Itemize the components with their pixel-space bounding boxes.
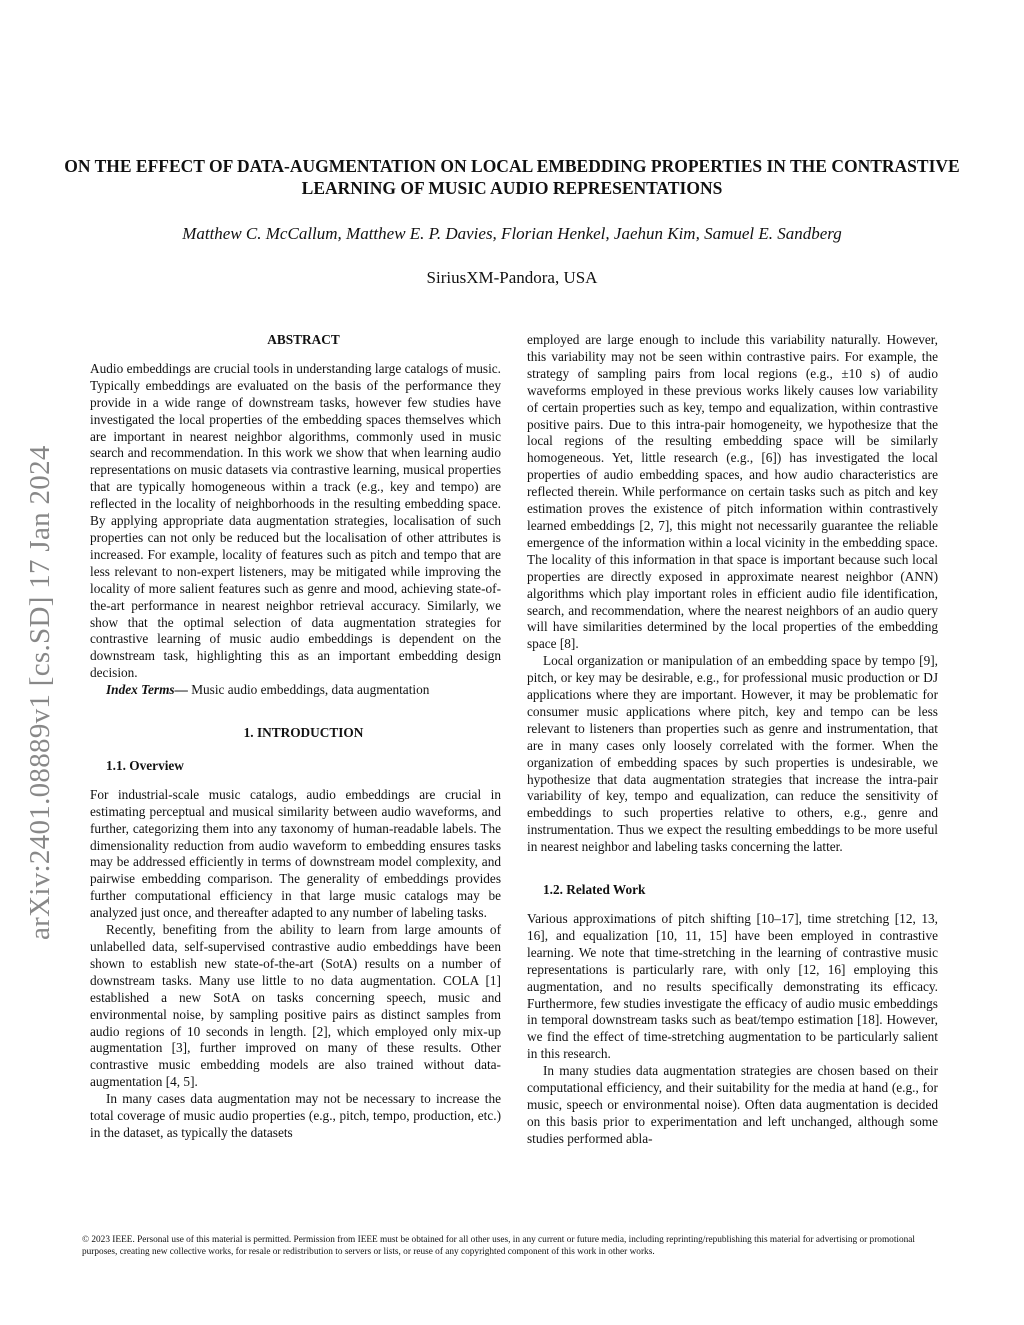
related-work-heading: 1.2. Related Work [543,882,646,898]
right-column [527,332,938,1148]
intro-paragraph-1: For industrial-scale music catalogs, audio embeddings are crucial in estimating perceptual and musical similarity between audio waveforms, and further, categorizing them into any taxonomy of human-readable labels. The dimensionality reduction from audio waveform to embedding ensures tasks may be addressed efficiently in terms of downstream model complexity, and pairwise embedding comparison. The generality of embeddings provides further computational efficiency in that large music catalogs may be analyzed just once, and thereafter adapted to any number of labeling tasks. [90,786,501,921]
introduction-heading: 1. INTRODUCTION [243,725,364,741]
left-column [90,332,501,1142]
abstract-heading: ABSTRACT [267,332,340,347]
related-paragraph-2: In many studies data augmentation strategies are chosen based on their computational efficiency, and their suitability for the media at hand (e.g., for music, speech or environmental noise). Often data augmentation is decided on this basis prior to experimentation and left unchanged, although some studies performed abla- [527,1063,938,1146]
intro-paragraph-3-start: In many cases data augmentation may not be necessary to increase the total coverage of music audio properties (e.g., pitch, tempo, production, etc.) in the dataset, as typically the datasets [90,1091,501,1140]
intro-paragraph-3-cont: employed are large enough to include this variability naturally. However, this variability may not be seen within contrastive pairs. For example, the strategy of sampling pairs from local regions (e.g., ±10 s) of audio waveforms employed in these previous works likely causes low variability of certain properties such as key, tempo and equalization, within contrastive positive pairs. Due to this intra-pair homogeneity, we hypothesize that the local regions of the resulting embedding space will be similarly homogeneous. Yet, little research (e.g., [6]) has investigated the local properties of audio embedding spaces, and how audio characteristics are reflected therein. While performance on certain tasks such as pitch and key estimation proves the existence of pitch information within contrastively learned embeddings [2, 7], this might not necessarily guarantee the reliable emergence of the information within a local vicinity in the embedding space. The locality of this information in that space is important because such local properties are directly exposed in approximate nearest neighbor (ANN) algorithms which play important roles in efficient audio file identification, search, and recommendation, where the nearest neighbors of an audio query will have similarities determined by the local properties of the embedding space [8]. [527,332,938,652]
abstract-text: Audio embeddings are crucial tools in understanding large catalogs of music. Typically embeddings are evaluated on the basis of the performance they provide in a wide range of downstream tasks, however few studies have investigated the local properties of the embedding spaces themselves which are important in nearest neighbor algorithms, commonly used in music search and recommendation. In this work we show that when learning audio representations on music datasets via contrastive learning, musical properties that are typically homogeneous within a track (e.g., key and tempo) are reflected in the locality of neighborhoods in the resulting embedding space. By applying appropriate data augmentation strategies, localisation of such properties can not only be reduced but the localisation of other attributes is increased. For example, locality of features such as pitch and tempo that are less relevant to non-expert listeners, may be mitigated while improving the locality of more salient features such as genre and mood, achieving state-of-the-art performance in nearest neighbor retrieval accuracy. Similarly, we show that the optimal selection of data augmentation strategies for contrastive learning of music audio embeddings is dependent on the downstream task, highlighting this as an important embedding design decision. [90,360,501,681]
related-paragraph-1: Various approximations of pitch shifting [10–17], time stretching [12, 13, 16], and equalization [10, 11, 15] have been employed in contrastive learning. We note that time-stretching in the learning of contrastive music representations is particularly rare, with only [12, 16] employing this augmentation, and no results specifically demonstrating its efficacy. Furthermore, few studies investigate the efficacy of audio music embeddings in temporal downstream tasks such as beat/tempo estimation [18]. However, we find the effect of time-stretching augmentation to be particularly salient in this research. [527,911,938,1062]
index-terms [90,682,501,699]
affiliation: SiriusXM-Pandora, USA [426,268,598,287]
index-terms-label: Index Terms— [106,682,188,698]
author-list: Matthew C. McCallum, Matthew E. P. Davies, Florian Henkel, Jaehun Kim, Samuel E. Sandberg [182,224,842,243]
overview-heading: 1.1. Overview [106,757,184,773]
intro-paragraph-4: Local organization or manipulation of an embedding space by tempo [9], pitch, or key may be desirable, e.g., for professional music production or DJ applications where they are important. However, it may be problematic for consumer music applications where pitch, key and tempo can be less relevant to listeners than properties such as genre and instrumentation, that are in many cases only loosely correlated with the former. When the organization of embedding spaces by such properties is undesirable, we hypothesize that data augmentation strategies that increase the intra-pair variability of key, tempo and equalization, can reduce the sensitivity of embeddings to such properties relative to others, e.g., genre and instrumentation. Thus we expect the resulting embeddings to be more useful in nearest neighbor and labeling tasks concerning the latter. [527,653,938,855]
intro-paragraph-2: Recently, benefiting from the ability to learn from large amounts of unlabelled data, self-supervised contrastive audio embeddings have been shown to establish new state-of-the-art (SotA) results on a number of downstream tasks. Many use little to no data augmentation. COLA [1] established a new SotA on tasks concerning speech, music and environmental noise, by sampling positive pairs as distinct samples from audio regions of 10 seconds in length. [2], which employed only mix-up augmentation [3], further improved on many of these results. Other contrastive music embedding models are also trained without data-augmentation [4, 5]. [90,922,501,1090]
index-terms-values: Music audio embeddings, data augmentation [187,682,430,698]
copyright-footer: © 2023 IEEE. Personal use of this material is permitted. Permission from IEEE must be obtained for all other uses, in any current or future media, including reprinting/republishing this material for advertising or promotional purposes, creating new collective works, for resale or redistribution to servers or lists, or reuse of any copyrighted component of this work in other works. [82,1235,916,1257]
paper-title: ON THE EFFECT OF DATA-AUGMENTATION ON LOCAL EMBEDDING PROPERTIES IN THE CONTRASTIVE LEARNING OF MUSIC AUDIO REPRESENTATIONS [64,156,960,198]
arxiv-identifier-stamp: arXiv:2401.08889v1 [cs.SD] 17 Jan 2024 [24,445,56,940]
